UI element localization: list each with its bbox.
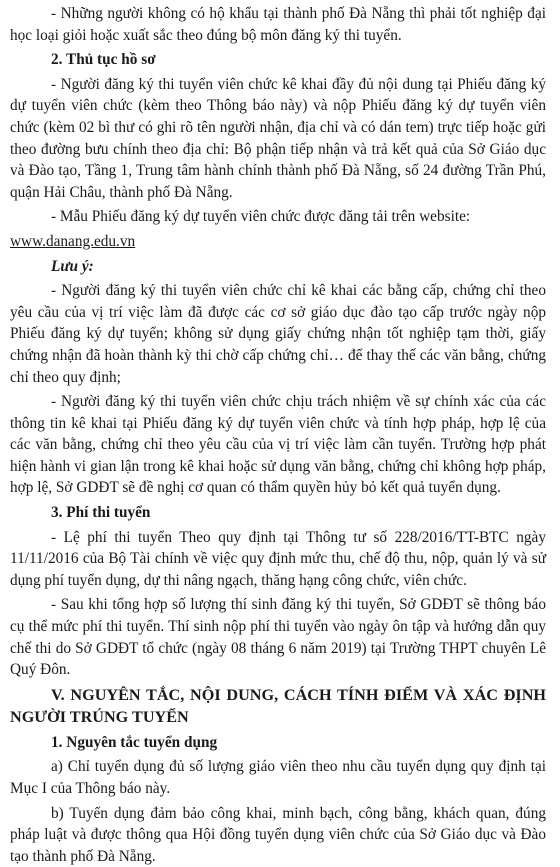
heading-section-v: V. NGUYÊN TẮC, NỘI DUNG, CÁCH TÍNH ĐIỂM VÀ XÁC ĐỊNH NGƯỜI TRÚNG TUYỂN: [10, 685, 546, 726]
heading-nguyen-tac: 1. Nguyên tắc tuyển dụng: [51, 733, 218, 751]
paragraph-le-phi: - Lệ phí thi tuyển Theo quy định tại Thông tư số 228/2016/TT-BTC ngày 11/11/2016 của Bộ Tài chính về việc quy định mức thu, chế độ thu, nộp, quản lý và sử dụng phí tuyển dụng, dự thi nâng ngạch, thăng hạng công chức, viên chức.: [10, 528, 546, 589]
paragraph-trach-nhiem: - Người đăng ký thi tuyển viên chức chịu trách nhiệm về sự chính xác của các thông tin kê khai tại Phiếu đăng ký dự tuyển viên chức và tính hợp pháp, hợp lệ của các văn bằng, chứng chỉ theo yêu cầu của vị trí việc làm cần tuyển. Trường hợp phát hiện hành vi gian lận trong kê khai hoặc sử dụng văn bằng, chứng chỉ không hợp pháp, hợp lệ, Sở GDĐT sẽ đề nghị cơ quan có thẩm quyền hủy bỏ kết quả tuyển dụng.: [10, 393, 546, 497]
heading-luu-y: Lưu ý:: [51, 257, 94, 275]
paragraph-nop-phieu: - Người đăng ký thi tuyển viên chức kê khai đầy đủ nội dung tại Phiếu đăng ký dự tuyển viên chức (kèm theo Thông báo này) và nộp Phiếu đăng ký dự tuyển viên chức (kèm 02 bì thư có ghi rõ tên người nhận, địa chỉ và có dán tem) trực tiếp hoặc gửi theo đường bưu chính theo địa chỉ: Bộ phận tiếp nhận và trả kết quả của Sở Giáo dục và Đào tạo, Tầng 1, Trung tâm hành chính thành phố Đà Nẵng, số 24 đường Trần Phú, quận Hải Châu, thành phố Đà Nẵng.: [10, 75, 546, 201]
heading-thu-tuc-ho-so: 2. Thủ tục hồ sơ: [51, 51, 156, 69]
website-link[interactable]: www.danang.edu.vn: [10, 232, 136, 250]
paragraph-nguyen-tac-b: b) Tuyển dụng đảm bảo công khai, minh bạch, công bằng, khách quan, đúng pháp luật và được thông qua Hội đồng tuyển dụng viên chức của Sở Giáo dục và Đào tạo thành phố Đà Nẵng.: [10, 804, 546, 865]
paragraph-ke-khai-bang-cap: - Người đăng ký thi tuyển viên chức chỉ kê khai các bằng cấp, chứng chỉ theo yêu cầu của vị trí việc làm đã được các cơ sở giáo dục đào tạo cấp trước ngày nộp Phiếu đăng ký dự tuyển; không sử dụng giấy chứng nhận tốt nghiệp tạm thời, giấy chứng nhận đã hoàn thành kỳ thi chờ cấp chứng chỉ… để thay thế các văn bằng, chứng chỉ theo quy định;: [10, 282, 546, 386]
paragraph-nguyen-tac-a: a) Chỉ tuyển dụng đủ số lượng giáo viên theo nhu cầu tuyển dụng quy định tại Mục I của Thông báo này.: [10, 758, 546, 797]
paragraph-mau-phieu: - Mẫu Phiếu đăng ký dự tuyển viên chức được đăng tải trên website:: [51, 208, 471, 226]
heading-phi-thi-tuyen: 3. Phí thi tuyển: [51, 504, 151, 522]
paragraph-thong-bao-phi: - Sau khi tổng hợp số lượng thí sinh đăng ký thi tuyển, Sở GDĐT sẽ thông báo cụ thể mức phí thi tuyển. Thí sinh nộp phí thi tuyển vào ngày ôn tập và hướng dẫn quy chế thi do Sở GDĐT tổ chức (ngày 08 tháng 6 năm 2019) tại Trường THPT chuyên Lê Quý Đôn.: [10, 596, 546, 679]
paragraph-ho-khau: - Những người không có hộ khẩu tại thành phố Đà Nẵng thì phải tốt nghiệp đại học loại giỏi hoặc xuất sắc theo đúng bộ môn đăng ký thi tuyển.: [10, 5, 546, 44]
